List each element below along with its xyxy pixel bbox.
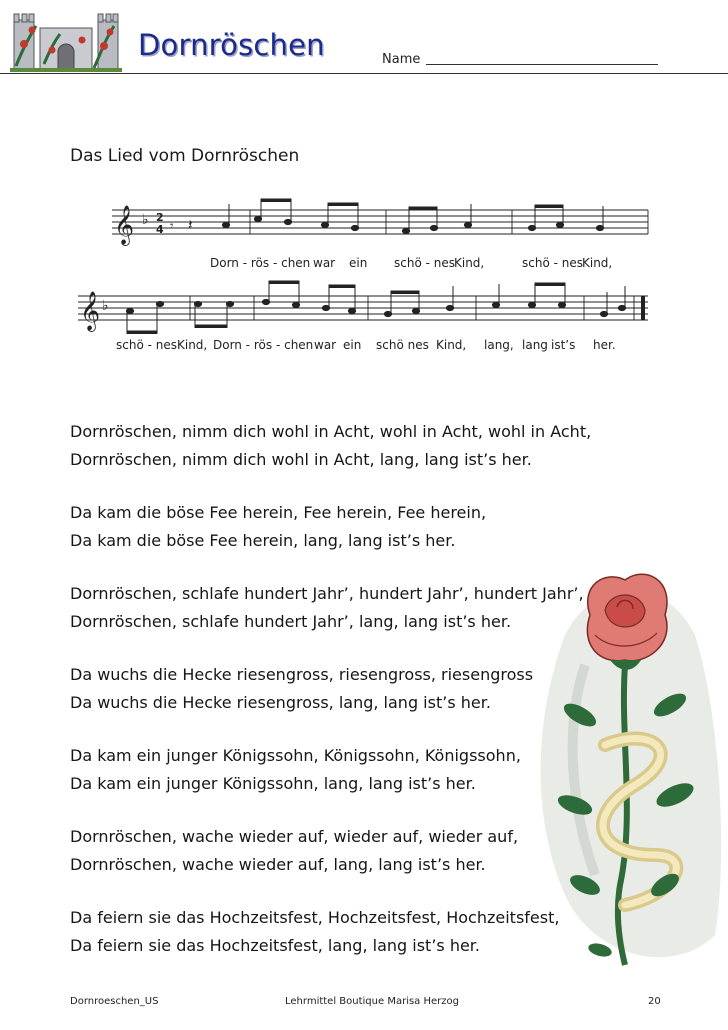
verse-line: Dornröschen, schlafe hundert Jahr’, hundert Jahr’, hundert Jahr’,: [70, 584, 584, 603]
song-title: Das Lied vom Dornröschen: [70, 146, 300, 166]
verse-line: Da kam ein junger Königssohn, Königssohn, Königssohn,: [70, 746, 521, 765]
lyrics-row-1: [70, 256, 660, 272]
lyrics-row-2: [70, 338, 660, 354]
lyric: ist’s: [551, 338, 576, 352]
verse-line: Dornröschen, wache wieder auf, wieder auf, wieder auf,: [70, 827, 519, 846]
lyric: ein: [343, 338, 362, 352]
lyric: war: [314, 338, 337, 352]
verse-line: Da kam ein junger Königssohn, lang, lang ist’s her.: [70, 774, 476, 793]
lyric: Kind,: [454, 256, 485, 270]
svg-text:4: 4: [156, 223, 164, 236]
verse-line: Da wuchs die Hecke riesengross, lang, lang ist’s her.: [70, 693, 491, 712]
svg-text:𝄞: 𝄞: [80, 291, 101, 331]
verse-line: Da kam die böse Fee herein, Fee herein, Fee herein,: [70, 503, 487, 522]
verse: [70, 580, 630, 636]
verse-line: Dornröschen, nimm dich wohl in Acht, lang, lang ist’s her.: [70, 450, 532, 469]
lyric: ein: [349, 256, 368, 270]
svg-text:𝄽: 𝄽: [188, 216, 193, 234]
lyric: war: [313, 256, 336, 270]
lyric: schö - nes: [522, 256, 583, 270]
verse: [70, 742, 630, 798]
header-divider: [0, 73, 728, 74]
lyric: Kind,: [436, 338, 467, 352]
lyric: schö - nes: [394, 256, 455, 270]
verse-line: Da feiern sie das Hochzeitsfest, Hochzeitsfest, Hochzeitsfest,: [70, 908, 560, 927]
footer-filename: Dornroeschen_US: [70, 996, 159, 1007]
svg-text:2: 2: [156, 211, 164, 224]
verse: [70, 499, 630, 555]
name-line: [426, 64, 658, 65]
verse-line: Dornröschen, nimm dich wohl in Acht, wohl in Acht, wohl in Acht,: [70, 422, 592, 441]
verse-line: Da feiern sie das Hochzeitsfest, lang, lang ist’s her.: [70, 936, 480, 955]
castle-icon: [10, 6, 122, 74]
verse: [70, 418, 630, 474]
footer-publisher: Lehrmittel Boutique Marisa Herzog: [285, 996, 459, 1007]
sheet-music: [70, 190, 660, 370]
name-label: Name: [382, 52, 421, 67]
page-header: [0, 0, 728, 78]
lyric: Dorn - rös - chen: [210, 256, 311, 270]
svg-text:♭: ♭: [102, 298, 109, 314]
svg-text:♭: ♭: [142, 212, 149, 228]
verse: [70, 904, 630, 960]
verse-line: Dornröschen, wache wieder auf, lang, lang ist’s her.: [70, 855, 486, 874]
verse-line: Da wuchs die Hecke riesengross, riesengross, riesengross: [70, 665, 534, 684]
lyric: schö nes: [376, 338, 429, 352]
lyric: lang: [522, 338, 548, 352]
page-number: 20: [648, 996, 661, 1007]
page-title: Dornröschen: [138, 28, 325, 62]
lyric: Kind,: [582, 256, 613, 270]
verse: [70, 661, 630, 717]
verse-line: Da kam die böse Fee herein, lang, lang ist’s her.: [70, 531, 456, 550]
song-verses: [70, 418, 630, 985]
svg-text:𝄾: 𝄾: [170, 219, 174, 234]
verse-line: Dornröschen, schlafe hundert Jahr’, lang, lang ist’s her.: [70, 612, 512, 631]
lyric: schö - nes: [116, 338, 177, 352]
lyric: lang,: [484, 338, 514, 352]
lyric: her.: [593, 338, 616, 352]
lyric: Dorn - rös - chen: [213, 338, 314, 352]
svg-text:𝄞: 𝄞: [114, 205, 135, 245]
verse: [70, 823, 630, 879]
lyric: Kind,: [177, 338, 208, 352]
